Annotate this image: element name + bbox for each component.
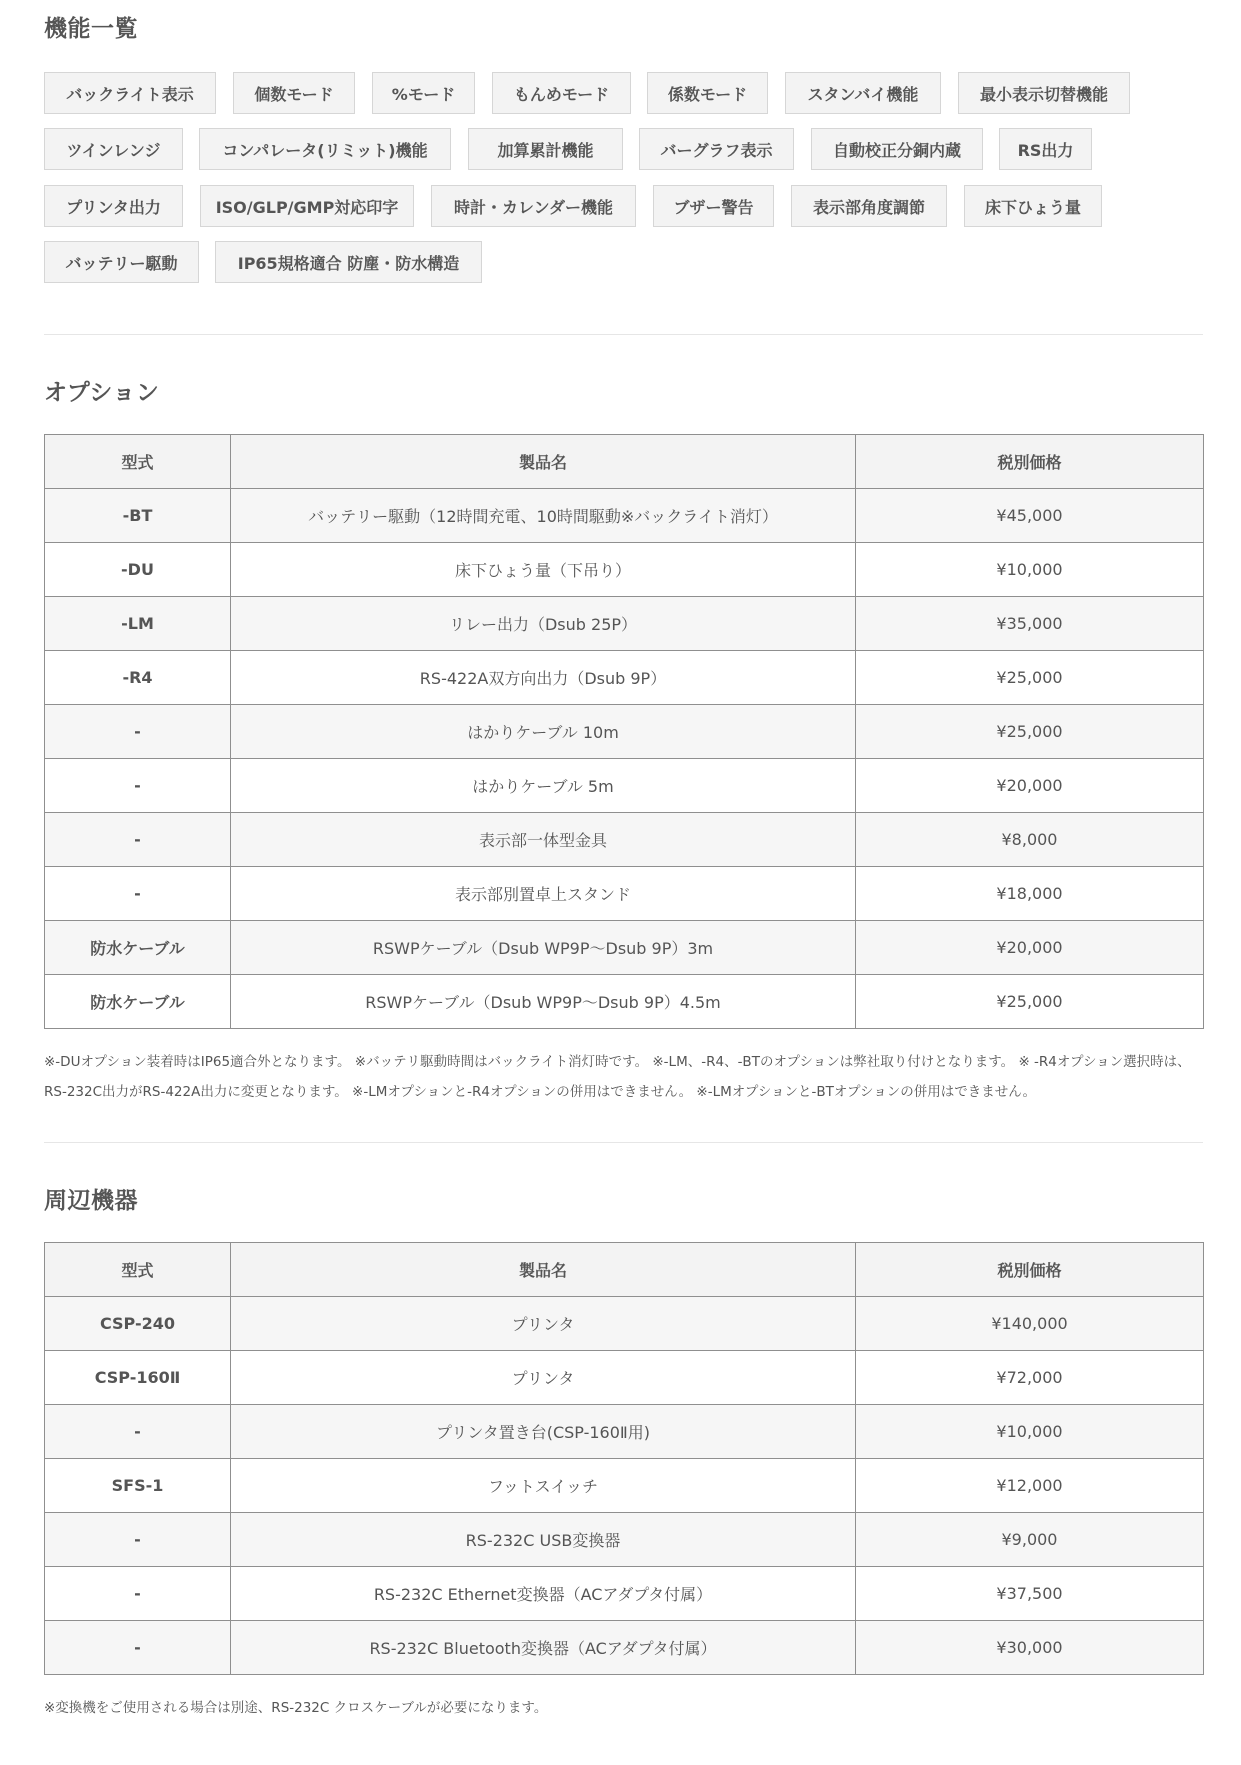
table-row bbox=[45, 867, 1204, 921]
table-header-row bbox=[45, 435, 1204, 489]
price-cell: ¥9,000 bbox=[856, 1513, 1204, 1567]
table-row bbox=[45, 1513, 1204, 1567]
section-divider bbox=[44, 334, 1203, 335]
column-header-model: 型式 bbox=[45, 1243, 231, 1297]
price-cell: ¥45,000 bbox=[856, 489, 1204, 543]
price-cell: ¥8,000 bbox=[856, 813, 1204, 867]
feature-tag: もんめモード bbox=[492, 72, 631, 114]
product-cell: RS-232C USB変換器 bbox=[231, 1513, 856, 1567]
feature-tag: ブザー警告 bbox=[653, 185, 774, 227]
feature-tag: バーグラフ表示 bbox=[639, 128, 794, 170]
model-cell: - bbox=[45, 867, 231, 921]
model-cell: -BT bbox=[45, 489, 231, 543]
model-cell: - bbox=[45, 1513, 231, 1567]
features-title: 機能一覧 bbox=[44, 16, 138, 42]
model-cell: -LM bbox=[45, 597, 231, 651]
table-row bbox=[45, 705, 1204, 759]
feature-tag: 自動校正分銅内蔵 bbox=[811, 128, 983, 170]
price-cell: ¥18,000 bbox=[856, 867, 1204, 921]
product-cell: 床下ひょう量（下吊り） bbox=[231, 543, 856, 597]
product-cell: はかりケーブル 10m bbox=[231, 705, 856, 759]
table-row bbox=[45, 975, 1204, 1029]
product-cell: RSWPケーブル（Dsub WP9P～Dsub 9P）3m bbox=[231, 921, 856, 975]
model-cell: CSP-240 bbox=[45, 1297, 231, 1351]
price-cell: ¥35,000 bbox=[856, 597, 1204, 651]
feature-tag: 最小表示切替機能 bbox=[958, 72, 1130, 114]
price-cell: ¥20,000 bbox=[856, 759, 1204, 813]
product-cell: フットスイッチ bbox=[231, 1459, 856, 1513]
feature-tag: プリンタ出力 bbox=[44, 185, 183, 227]
model-cell: CSP-160Ⅱ bbox=[45, 1351, 231, 1405]
model-cell: -R4 bbox=[45, 651, 231, 705]
product-cell: プリンタ bbox=[231, 1351, 856, 1405]
table-row bbox=[45, 921, 1204, 975]
model-cell: -DU bbox=[45, 543, 231, 597]
product-cell: リレー出力（Dsub 25P） bbox=[231, 597, 856, 651]
feature-tag: 加算累計機能 bbox=[468, 128, 623, 170]
feature-tag: 床下ひょう量 bbox=[964, 185, 1102, 227]
peripherals-note: ※変換機をご使用される場合は別途、RS-232C クロスケーブルが必要になります。 bbox=[44, 1700, 548, 1716]
feature-tag: バッテリー駆動 bbox=[44, 241, 199, 283]
peripherals-table bbox=[44, 1242, 1204, 1675]
model-cell: - bbox=[45, 1621, 231, 1675]
product-cell: 表示部別置卓上スタンド bbox=[231, 867, 856, 921]
price-cell: ¥20,000 bbox=[856, 921, 1204, 975]
price-cell: ¥140,000 bbox=[856, 1297, 1204, 1351]
price-cell: ¥12,000 bbox=[856, 1459, 1204, 1513]
table-row bbox=[45, 1567, 1204, 1621]
model-cell: - bbox=[45, 705, 231, 759]
price-cell: ¥25,000 bbox=[856, 705, 1204, 759]
column-header-product: 製品名 bbox=[231, 435, 856, 489]
feature-tag: %モード bbox=[372, 72, 475, 114]
price-cell: ¥10,000 bbox=[856, 543, 1204, 597]
product-cell: RS-232C Ethernet変換器（ACアダプタ付属） bbox=[231, 1567, 856, 1621]
feature-tag: ISO/GLP/GMP対応印字 bbox=[200, 185, 414, 227]
price-cell: ¥25,000 bbox=[856, 975, 1204, 1029]
section-divider bbox=[44, 1142, 1203, 1143]
table-row bbox=[45, 759, 1204, 813]
price-cell: ¥72,000 bbox=[856, 1351, 1204, 1405]
product-cell: バッテリー駆動（12時間充電、10時間駆動※バックライト消灯） bbox=[231, 489, 856, 543]
options-note: ※-DUオプション装着時はIP65適合外となります。 ※バッテリ駆動時間はバックライト消灯時です。 ※-LM、-R4、-BTのオプションは弊社取り付けとなります。 ※ -R4オプション選択時は、RS-232C出力がRS-422A出力に変更となります。 ※-LMオプションと-R4オプションの併用はできません。 ※-LMオプションと-BTオプションの併用はできません。 bbox=[44, 1054, 1191, 1100]
table-row bbox=[45, 813, 1204, 867]
column-header-price: 税別価格 bbox=[856, 435, 1204, 489]
table-row bbox=[45, 489, 1204, 543]
model-cell: - bbox=[45, 759, 231, 813]
feature-tag: 時計・カレンダー機能 bbox=[431, 185, 636, 227]
table-row bbox=[45, 1297, 1204, 1351]
model-cell: 防水ケーブル bbox=[45, 921, 231, 975]
table-row bbox=[45, 1405, 1204, 1459]
model-cell: - bbox=[45, 1567, 231, 1621]
product-cell: プリンタ bbox=[231, 1297, 856, 1351]
table-row bbox=[45, 1459, 1204, 1513]
peripherals-title: 周辺機器 bbox=[44, 1188, 138, 1214]
feature-tag: ツインレンジ bbox=[44, 128, 183, 170]
column-header-price: 税別価格 bbox=[856, 1243, 1204, 1297]
feature-tag: コンパレータ(リミット)機能 bbox=[199, 128, 451, 170]
feature-tag: バックライト表示 bbox=[44, 72, 216, 114]
feature-tag: 係数モード bbox=[647, 72, 768, 114]
model-cell: SFS-1 bbox=[45, 1459, 231, 1513]
model-cell: - bbox=[45, 813, 231, 867]
options-title: オプション bbox=[44, 380, 160, 406]
product-cell: RSWPケーブル（Dsub WP9P～Dsub 9P）4.5m bbox=[231, 975, 856, 1029]
table-row bbox=[45, 597, 1204, 651]
table-row bbox=[45, 1351, 1204, 1405]
model-cell: 防水ケーブル bbox=[45, 975, 231, 1029]
product-cell: RS-232C Bluetooth変換器（ACアダプタ付属） bbox=[231, 1621, 856, 1675]
feature-tag: IP65規格適合 防塵・防水構造 bbox=[215, 241, 482, 283]
table-header-row bbox=[45, 1243, 1204, 1297]
feature-tag: RS出力 bbox=[999, 128, 1092, 170]
table-row bbox=[45, 651, 1204, 705]
price-cell: ¥10,000 bbox=[856, 1405, 1204, 1459]
price-cell: ¥37,500 bbox=[856, 1567, 1204, 1621]
model-cell: - bbox=[45, 1405, 231, 1459]
price-cell: ¥30,000 bbox=[856, 1621, 1204, 1675]
column-header-product: 製品名 bbox=[231, 1243, 856, 1297]
product-cell: 表示部一体型金具 bbox=[231, 813, 856, 867]
feature-tag: 表示部角度調節 bbox=[791, 185, 947, 227]
product-cell: プリンタ置き台(CSP-160Ⅱ用) bbox=[231, 1405, 856, 1459]
options-table bbox=[44, 434, 1204, 1029]
product-cell: RS-422A双方向出力（Dsub 9P） bbox=[231, 651, 856, 705]
table-row bbox=[45, 543, 1204, 597]
product-cell: はかりケーブル 5m bbox=[231, 759, 856, 813]
column-header-model: 型式 bbox=[45, 435, 231, 489]
feature-tag: スタンバイ機能 bbox=[785, 72, 941, 114]
table-row bbox=[45, 1621, 1204, 1675]
price-cell: ¥25,000 bbox=[856, 651, 1204, 705]
feature-tag: 個数モード bbox=[233, 72, 355, 114]
